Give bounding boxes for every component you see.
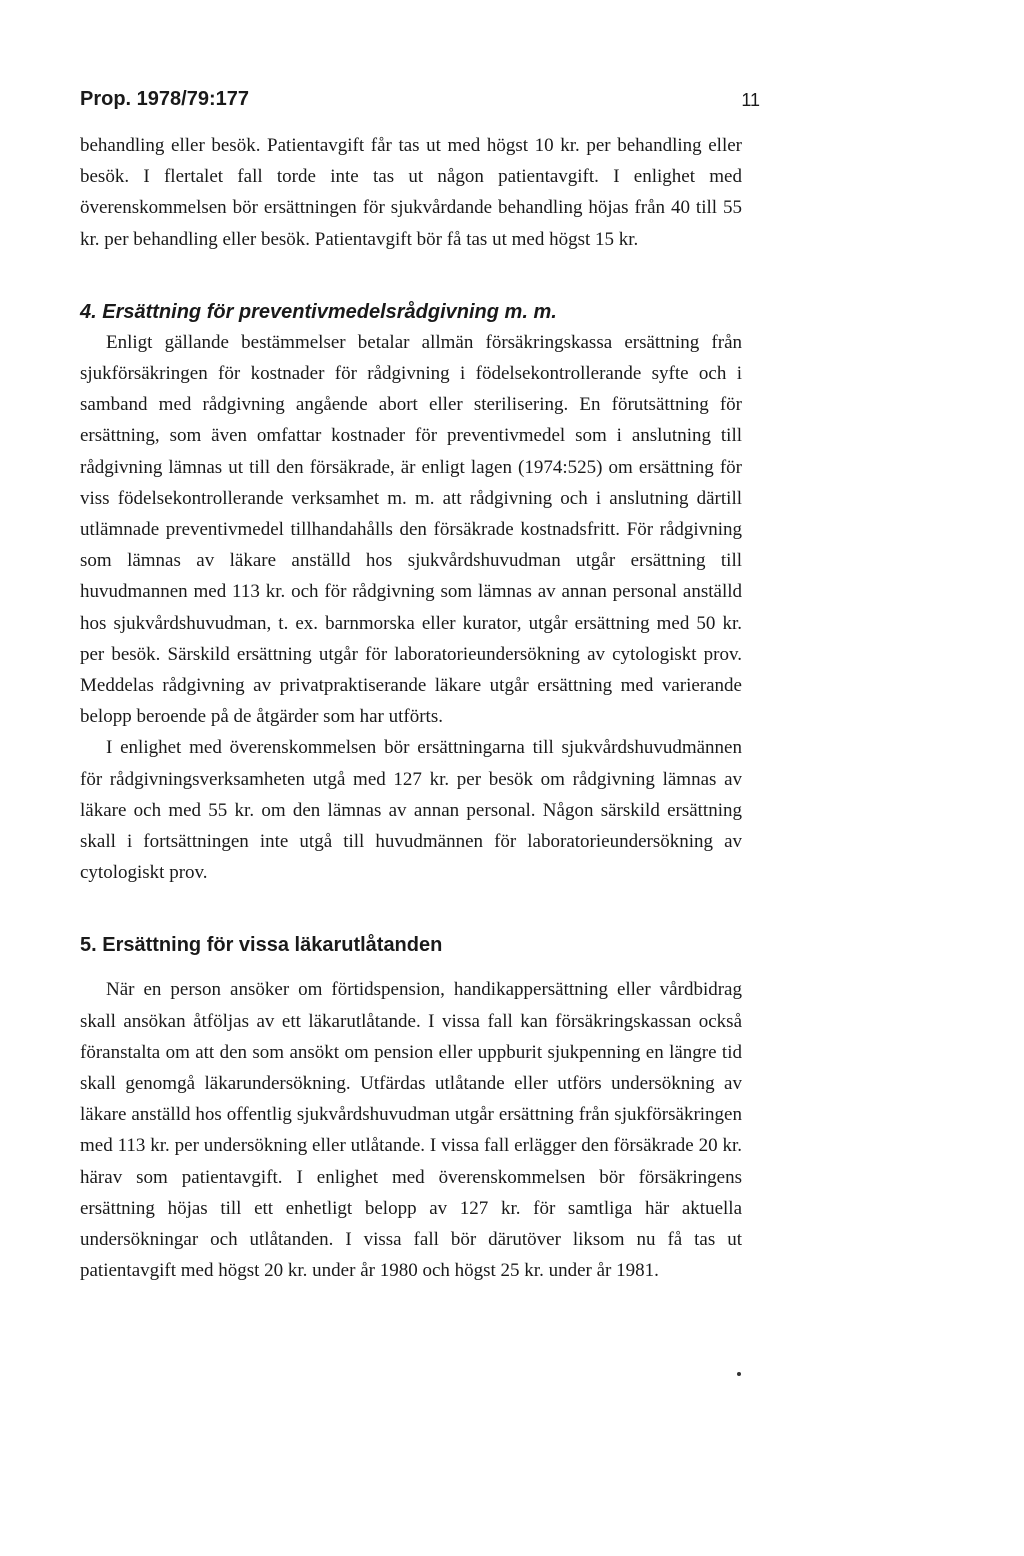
paragraph-continued: behandling eller besök. Patientavgift får tas ut med högst 10 kr. per behandling eller besök. I flertalet fall torde inte tas ut någon patientavgift. I enlighet med överenskommelsen bör ersättningen för sjukvårdande behandling höjas från 40 till 55 kr. per behandling eller besök. Patientavgift bör få tas ut med högst 15 kr. [80, 135, 742, 250]
paragraph-section-4-a: Enligt gällande bestämmelser betalar allmän försäkringskassa ersättning från sjukförsäkringen för kostnader för rådgivning i födelsekontrollerande syfte och i samband med rådgivning angående abort eller sterilisering. En förutsättning för ersättning, som även omfattar kostnader för preventivmedel som i anslutning till rådgivning lämnas ut till den försäkrade, är enligt lagen (1974:525) om ersättning för viss födelsekontrollerande verksamhet m. m. att rådgivning och i anslutning därtill utlämnade preventivmedel tillhandahålls den försäkrade kostnadsfritt. För rådgivning som lämnas av läkare anställd hos sjukvårdshuvudman utgår ersättning till huvudmannen med 113 kr. och för rådgivning som lämnas av annan personal anställd hos sjukvårdshuvudman, t. ex. barnmorska eller kurator, utgår ersättning med 50 kr. per besök. Särskild ersättning utgår för laboratorieundersökning av cytologiskt prov. Meddelas rådgivning av privatpraktiserande läkare utgår ersättning med varierande belopp beroende på de åtgärder som har utförts. [80, 331, 742, 728]
paragraph-section-4-b: I enlighet med överenskommelsen bör ersättningarna till sjukvårdshuvudmännen för rådgivningsverksamheten utgå med 127 kr. per besök om rådgivning lämnas av läkare och med 55 kr. om den lämnas av annan personal. Någon särskild ersättning skall i fortsättningen inte utgå till huvudmännen för laboratorieundersökning av cytologiskt prov. [80, 737, 742, 884]
section-heading-4: 4. Ersättning för preventivmedelsrådgivning m. m. [80, 300, 557, 323]
paragraph-section-5: När en person ansöker om förtidspension, handikappersättning eller vårdbidrag skall ansökan åtföljas av ett läkarutlåtande. I vissa fall kan försäkringskassan också föranstalta om att den som ansökt om pension eller uppburit sjukpenning en längre tid skall genomgå läkarundersökning. Utfärdas utlåtande eller utförs undersökning av läkare anställd hos offentlig sjukvårdshuvudman utgår ersättning från sjukförsäkringen med 113 kr. per undersökning eller utlåtande. I vissa fall erlägger den försäkrade 20 kr. härav som patientavgift. I enlighet med överenskommelsen bör försäkringens ersättning höjas till ett enhetligt belopp av 127 kr. för samtliga här aktuella undersökningar och utlåtanden. I vissa fall bör därutöver liksom nu få tas ut patientavgift med högst 20 kr. under år 1980 och högst 25 kr. under år 1981. [80, 979, 742, 1282]
page-header [80, 80, 760, 120]
document-page [80, 80, 760, 1287]
stray-mark [737, 1372, 741, 1376]
page-number: 11 [741, 90, 760, 110]
section-heading-5: 5. Ersättning för vissa läkarutlåtanden [80, 934, 443, 957]
proposition-reference: Prop. 1978/79:177 [80, 88, 249, 110]
